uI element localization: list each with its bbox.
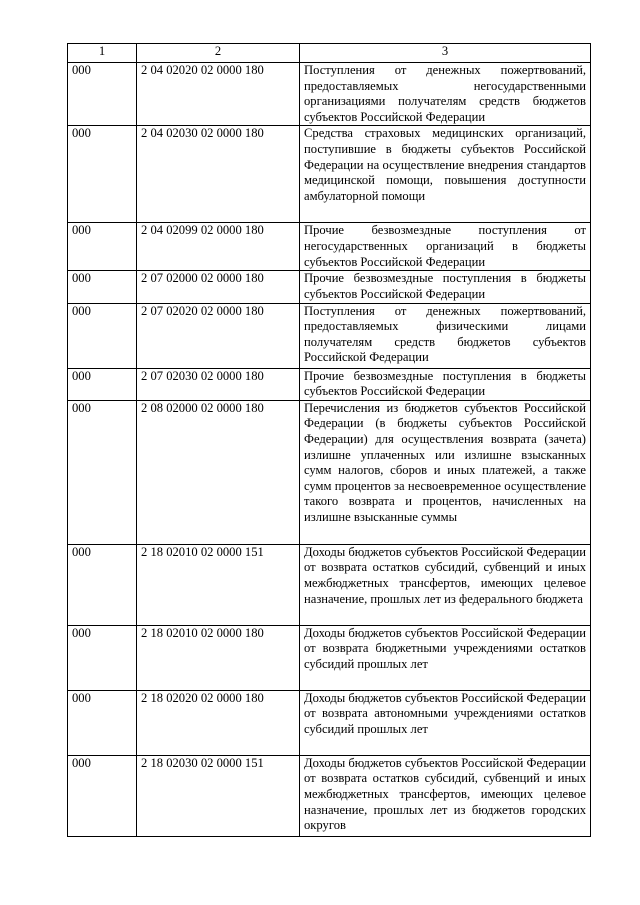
description-cell: Поступления от денежных пожертвований, предоставляемых негосударственными организациями получателям средств бюджетов субъектов Российской Федерации bbox=[300, 63, 591, 126]
description-cell: Прочие безвозмездные поступления от негосударственных организаций в бюджеты субъектов Российской Федерации bbox=[300, 223, 591, 271]
table-row bbox=[68, 271, 591, 303]
admin-code-cell: 000 bbox=[68, 544, 137, 625]
header-row bbox=[68, 44, 591, 63]
admin-code-cell: 000 bbox=[68, 690, 137, 755]
budget-code-cell: 2 04 02099 02 0000 180 bbox=[137, 223, 300, 271]
header-col-3: 3 bbox=[300, 44, 591, 63]
header-col-2: 2 bbox=[137, 44, 300, 63]
description-cell: Доходы бюджетов субъектов Российской Федерации от возврата бюджетными учреждениями остатков субсидий прошлых лет bbox=[300, 625, 591, 690]
revenue-codes-table bbox=[67, 43, 591, 837]
description-cell: Поступления от денежных пожертвований, предоставляемых физическими лицами получателям средств бюджетов субъектов Российской Федерации bbox=[300, 303, 591, 368]
description-cell: Доходы бюджетов субъектов Российской Федерации от возврата остатков субсидий, субвенций и иных межбюджетных трансфертов, имеющих целевое назначение, прошлых лет из федерального бюджета bbox=[300, 544, 591, 625]
admin-code-cell: 000 bbox=[68, 625, 137, 690]
description-cell: Доходы бюджетов субъектов Российской Федерации от возврата автономными учреждениями остатков субсидий прошлых лет bbox=[300, 690, 591, 755]
header-col-1: 1 bbox=[68, 44, 137, 63]
admin-code-cell: 000 bbox=[68, 126, 137, 223]
budget-code-cell: 2 08 02000 02 0000 180 bbox=[137, 400, 300, 544]
admin-code-cell: 000 bbox=[68, 63, 137, 126]
admin-code-cell: 000 bbox=[68, 400, 137, 544]
admin-code-cell: 000 bbox=[68, 271, 137, 303]
budget-code-cell: 2 18 02030 02 0000 151 bbox=[137, 755, 300, 836]
admin-code-cell: 000 bbox=[68, 368, 137, 400]
admin-code-cell: 000 bbox=[68, 755, 137, 836]
table-row bbox=[68, 400, 591, 544]
budget-code-cell: 2 07 02020 02 0000 180 bbox=[137, 303, 300, 368]
description-cell: Прочие безвозмездные поступления в бюджеты субъектов Российской Федерации bbox=[300, 271, 591, 303]
admin-code-cell: 000 bbox=[68, 223, 137, 271]
table-row bbox=[68, 368, 591, 400]
description-cell: Перечисления из бюджетов субъектов Российской Федерации (в бюджеты субъектов Российской Федерации) для осуществления возврата (зачета) излишне уплаченных или излишне взысканных сумм налогов, сборов и иных платежей, а также сумм процентов за несвоевременное осуществление такого возврата и процентов, начисленных на излишне взысканные суммы bbox=[300, 400, 591, 544]
budget-code-cell: 2 07 02030 02 0000 180 bbox=[137, 368, 300, 400]
table-row bbox=[68, 223, 591, 271]
budget-code-cell: 2 07 02000 02 0000 180 bbox=[137, 271, 300, 303]
budget-code-cell: 2 18 02020 02 0000 180 bbox=[137, 690, 300, 755]
table-row bbox=[68, 303, 591, 368]
budget-code-cell: 2 04 02020 02 0000 180 bbox=[137, 63, 300, 126]
table-row bbox=[68, 690, 591, 755]
table-body bbox=[68, 63, 591, 837]
table-row bbox=[68, 625, 591, 690]
description-cell: Доходы бюджетов субъектов Российской Федерации от возврата остатков субсидий, субвенций и иных межбюджетных трансфертов, имеющих целевое назначение, прошлых лет из бюджетов городских округов bbox=[300, 755, 591, 836]
budget-code-cell: 2 18 02010 02 0000 151 bbox=[137, 544, 300, 625]
admin-code-cell: 000 bbox=[68, 303, 137, 368]
table-header bbox=[68, 44, 591, 63]
budget-code-cell: 2 18 02010 02 0000 180 bbox=[137, 625, 300, 690]
budget-code-cell: 2 04 02030 02 0000 180 bbox=[137, 126, 300, 223]
table-row bbox=[68, 544, 591, 625]
description-cell: Средства страховых медицинских организаций, поступившие в бюджеты субъектов Российской Федерации на осуществление внедрения стандартов медицинской помощи, повышения доступности амбулаторной помощи bbox=[300, 126, 591, 223]
table-row bbox=[68, 63, 591, 126]
table-row bbox=[68, 126, 591, 223]
description-cell: Прочие безвозмездные поступления в бюджеты субъектов Российской Федерации bbox=[300, 368, 591, 400]
table-row bbox=[68, 755, 591, 836]
